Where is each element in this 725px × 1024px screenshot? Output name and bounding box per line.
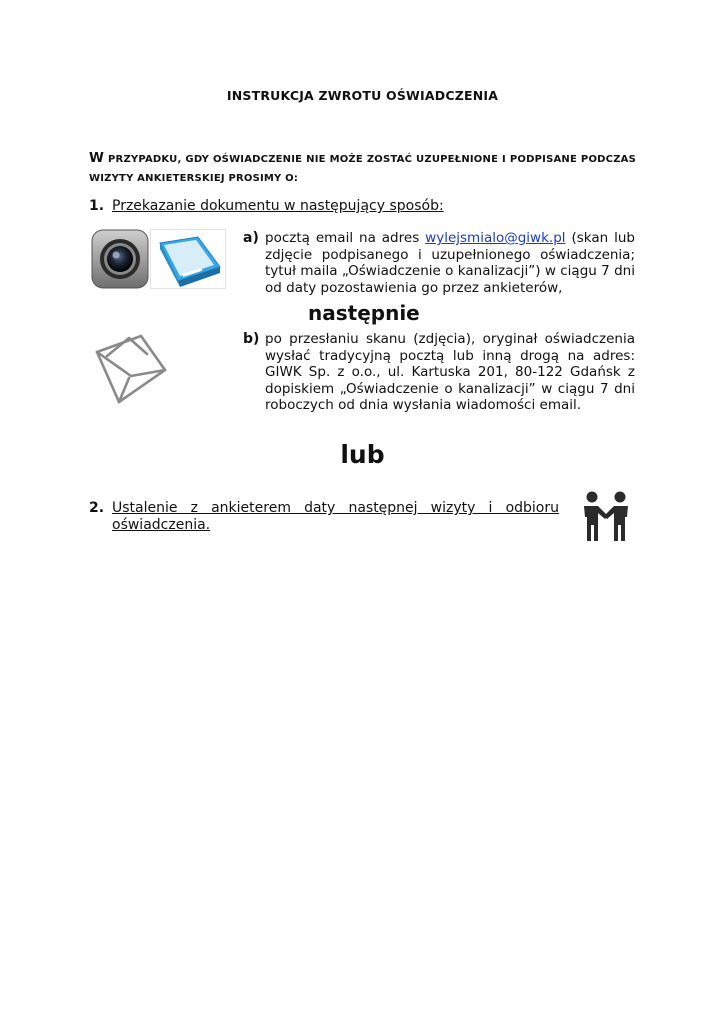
email-link[interactable]: wylejsmialo@giwk.pl [425,230,566,246]
intro-rest: PRZYPADKU, GDY OŚWIADCZENIE NIE MOŻE ZOSTAĆ UZUPEŁNIONE I PODPISANE PODCZAS WIZYTY ANKIETERSKIEJ PROSIMY O: [89,154,636,184]
scanner-icon [150,229,226,289]
camera-icon [91,229,149,289]
item-1-number: 1. [89,198,105,214]
item-1-text: Przekazanie dokumentu w następujący sposób: [112,198,444,214]
option-a-text-before: pocztą email na adres [265,230,426,246]
envelope-icon [89,326,173,410]
option-a-label: a) [243,230,259,246]
item-2-number: 2. [89,500,105,516]
intro-first-letter: W [89,150,105,166]
option-a-text-after: (skan lub zdjęcie podpisanego i uzupełnionego oświadczenia; tytuł maila „Oświadczenie o kanalizacji”) w ciągu 7 dni od daty pozostawienia go przez ankieterów, [265,230,636,296]
document-title: INSTRUKCJA ZWROTU OŚWIADCZENIA [226,88,499,103]
option-b-label: b) [243,331,260,347]
option-b-text: po przesłaniu skanu (zdjęcia), oryginał oświadczenia wysłać tradycyjną pocztą lub inną drogą na adres: GIWK Sp. z o.o., ul. Kartuska 201, 80-122 Gdańsk z dopiskiem „Oświadczenie o kanalizacji” w ciągu 7 dni roboczych od dnia wysłania wiadomości email. [265,331,635,413]
separator-lub: lub [340,440,385,469]
item-2-text: Ustalenie z ankieterem daty następnej wizyty i odbioru oświadczenia. [112,500,559,533]
intro-paragraph [89,149,636,188]
option-a-text [265,230,635,296]
connector-nastepnie: następnie [308,301,420,325]
handshake-people-icon [578,488,634,544]
